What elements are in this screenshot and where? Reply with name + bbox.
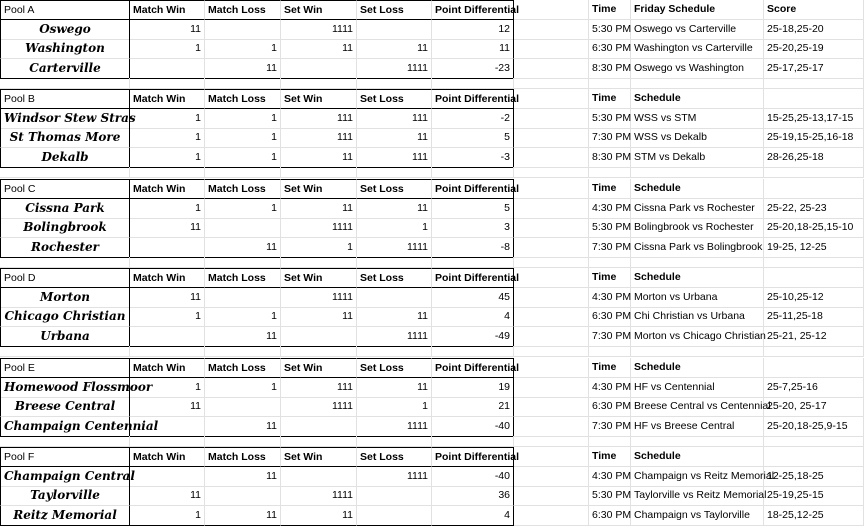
empty-cell[interactable]	[130, 167, 205, 178]
empty-cell[interactable]	[0, 167, 130, 178]
cell-set-win[interactable]	[281, 327, 357, 347]
empty-cell[interactable]	[764, 436, 864, 447]
game-time-cell[interactable]: 6:30 PM	[589, 307, 631, 327]
cell-set-loss[interactable]: 11	[357, 128, 432, 148]
empty-cell[interactable]	[281, 346, 357, 357]
header-time[interactable]: Time	[589, 447, 631, 467]
team-name-cell[interactable]: Cissna Park	[0, 199, 130, 219]
game-score-cell[interactable]: 25-20, 25-17	[764, 397, 864, 417]
cell-match-loss[interactable]: 11	[205, 327, 281, 347]
game-time-cell[interactable]: 6:30 PM	[589, 506, 631, 526]
cell-set-win[interactable]: 111	[281, 109, 357, 129]
cell-set-win[interactable]: 11	[281, 39, 357, 59]
team-name-cell[interactable]: Reitz Memorial	[0, 506, 130, 526]
empty-cell[interactable]	[514, 327, 589, 347]
empty-cell[interactable]	[281, 167, 357, 178]
empty-cell[interactable]	[281, 78, 357, 89]
team-name-cell[interactable]: Chicago Christian	[0, 307, 130, 327]
cell-point-diff[interactable]: -8	[432, 238, 514, 258]
game-time-cell[interactable]: 6:30 PM	[589, 39, 631, 59]
header-set-win[interactable]: Set Win	[281, 358, 357, 378]
game-matchup-cell[interactable]: Morton vs Urbana	[631, 288, 764, 308]
cell-point-diff[interactable]: 21	[432, 397, 514, 417]
header-set-loss[interactable]: Set Loss	[357, 89, 432, 109]
pool-name-cell[interactable]: Pool D	[0, 268, 130, 288]
header-schedule[interactable]: Schedule	[631, 358, 764, 378]
empty-cell[interactable]	[589, 346, 631, 357]
cell-set-loss[interactable]: 111	[357, 109, 432, 129]
empty-cell[interactable]	[514, 378, 589, 398]
game-score-cell[interactable]: 25-20,18-25,15-10	[764, 218, 864, 238]
empty-cell[interactable]	[514, 238, 589, 258]
game-time-cell[interactable]: 4:30 PM	[589, 378, 631, 398]
game-score-cell[interactable]: 18-25,12-25	[764, 506, 864, 526]
header-schedule[interactable]: Schedule	[631, 179, 764, 199]
cell-match-win[interactable]	[130, 59, 205, 79]
pool-name-cell[interactable]: Pool A	[0, 0, 130, 20]
header-match-win[interactable]: Match Win	[130, 179, 205, 199]
empty-cell[interactable]	[130, 78, 205, 89]
header-match-win[interactable]: Match Win	[130, 0, 205, 20]
empty-cell[interactable]	[764, 346, 864, 357]
cell-match-win[interactable]: 1	[130, 109, 205, 129]
cell-match-win[interactable]: 1	[130, 506, 205, 526]
empty-cell[interactable]	[357, 167, 432, 178]
header-set-loss[interactable]: Set Loss	[357, 179, 432, 199]
empty-cell[interactable]	[357, 436, 432, 447]
game-matchup-cell[interactable]: Morton vs Chicago Christian	[631, 327, 764, 347]
cell-set-win[interactable]: 111	[281, 128, 357, 148]
empty-cell[interactable]	[0, 78, 130, 89]
game-time-cell[interactable]: 4:30 PM	[589, 199, 631, 219]
header-match-win[interactable]: Match Win	[130, 358, 205, 378]
header-score[interactable]	[764, 268, 864, 288]
game-time-cell[interactable]: 5:30 PM	[589, 486, 631, 506]
empty-cell[interactable]	[281, 257, 357, 268]
pool-name-cell[interactable]: Pool E	[0, 358, 130, 378]
game-score-cell[interactable]: 28-26,25-18	[764, 148, 864, 168]
empty-cell[interactable]	[514, 167, 589, 178]
team-name-cell[interactable]: Morton	[0, 288, 130, 308]
header-set-win[interactable]: Set Win	[281, 179, 357, 199]
cell-match-win[interactable]: 1	[130, 378, 205, 398]
empty-cell[interactable]	[0, 436, 130, 447]
empty-cell[interactable]	[514, 199, 589, 219]
cell-set-loss[interactable]: 1111	[357, 238, 432, 258]
header-match-loss[interactable]: Match Loss	[205, 447, 281, 467]
team-name-cell[interactable]: Oswego	[0, 20, 130, 40]
empty-cell[interactable]	[631, 436, 764, 447]
cell-set-loss[interactable]: 1	[357, 218, 432, 238]
game-matchup-cell[interactable]: Chi Christian vs Urbana	[631, 307, 764, 327]
team-name-cell[interactable]: Washington	[0, 39, 130, 59]
cell-point-diff[interactable]: -49	[432, 327, 514, 347]
game-score-cell[interactable]: 25-20,18-25,9-15	[764, 417, 864, 437]
empty-cell[interactable]	[631, 346, 764, 357]
empty-cell[interactable]	[764, 167, 864, 178]
team-name-cell[interactable]: Breese Central	[0, 397, 130, 417]
empty-cell[interactable]	[514, 20, 589, 40]
empty-cell[interactable]	[205, 78, 281, 89]
cell-point-diff[interactable]: 19	[432, 378, 514, 398]
game-time-cell[interactable]: 8:30 PM	[589, 59, 631, 79]
header-score[interactable]	[764, 179, 864, 199]
game-score-cell[interactable]: 25-21, 25-12	[764, 327, 864, 347]
game-time-cell[interactable]: 4:30 PM	[589, 467, 631, 487]
header-match-loss[interactable]: Match Loss	[205, 0, 281, 20]
team-name-cell[interactable]: Carterville	[0, 59, 130, 79]
game-time-cell[interactable]: 7:30 PM	[589, 327, 631, 347]
game-time-cell[interactable]: 5:30 PM	[589, 109, 631, 129]
cell-set-win[interactable]: 11	[281, 199, 357, 219]
game-matchup-cell[interactable]: STM vs Dekalb	[631, 148, 764, 168]
empty-cell[interactable]	[514, 0, 589, 20]
empty-cell[interactable]	[205, 257, 281, 268]
header-match-loss[interactable]: Match Loss	[205, 268, 281, 288]
header-schedule[interactable]: Schedule	[631, 89, 764, 109]
empty-cell[interactable]	[631, 167, 764, 178]
empty-cell[interactable]	[205, 346, 281, 357]
cell-match-win[interactable]: 11	[130, 397, 205, 417]
empty-cell[interactable]	[514, 218, 589, 238]
cell-set-win[interactable]: 1111	[281, 397, 357, 417]
cell-set-win[interactable]	[281, 59, 357, 79]
empty-cell[interactable]	[589, 257, 631, 268]
header-point-diff[interactable]: Point Differential	[432, 447, 514, 467]
empty-cell[interactable]	[514, 128, 589, 148]
cell-set-loss[interactable]: 11	[357, 39, 432, 59]
empty-cell[interactable]	[514, 78, 589, 89]
empty-cell[interactable]	[514, 467, 589, 487]
cell-match-win[interactable]	[130, 467, 205, 487]
header-time[interactable]: Time	[589, 358, 631, 378]
cell-match-loss[interactable]: 11	[205, 506, 281, 526]
cell-match-win[interactable]: 1	[130, 199, 205, 219]
empty-cell[interactable]	[432, 167, 514, 178]
header-score[interactable]	[764, 447, 864, 467]
cell-set-loss[interactable]: 1111	[357, 417, 432, 437]
header-set-win[interactable]: Set Win	[281, 0, 357, 20]
cell-match-win[interactable]: 11	[130, 486, 205, 506]
empty-cell[interactable]	[514, 59, 589, 79]
empty-cell[interactable]	[0, 257, 130, 268]
header-set-loss[interactable]: Set Loss	[357, 358, 432, 378]
game-matchup-cell[interactable]: Cissna Park vs Rochester	[631, 199, 764, 219]
cell-set-loss[interactable]: 1111	[357, 327, 432, 347]
empty-cell[interactable]	[357, 78, 432, 89]
empty-cell[interactable]	[764, 78, 864, 89]
empty-cell[interactable]	[631, 257, 764, 268]
game-time-cell[interactable]: 7:30 PM	[589, 238, 631, 258]
empty-cell[interactable]	[514, 268, 589, 288]
header-score[interactable]	[764, 89, 864, 109]
cell-set-loss[interactable]: 11	[357, 307, 432, 327]
cell-match-loss[interactable]: 11	[205, 467, 281, 487]
cell-match-loss[interactable]: 11	[205, 417, 281, 437]
game-score-cell[interactable]: 25-22, 25-23	[764, 199, 864, 219]
empty-cell[interactable]	[432, 436, 514, 447]
cell-point-diff[interactable]: 45	[432, 288, 514, 308]
cell-set-loss[interactable]: 11	[357, 378, 432, 398]
game-score-cell[interactable]: 25-10,25-12	[764, 288, 864, 308]
empty-cell[interactable]	[281, 436, 357, 447]
team-name-cell[interactable]: Taylorville	[0, 486, 130, 506]
cell-match-win[interactable]: 1	[130, 148, 205, 168]
cell-match-win[interactable]	[130, 327, 205, 347]
empty-cell[interactable]	[589, 78, 631, 89]
cell-set-win[interactable]: 11	[281, 506, 357, 526]
empty-cell[interactable]	[130, 257, 205, 268]
cell-set-win[interactable]	[281, 467, 357, 487]
game-time-cell[interactable]: 8:30 PM	[589, 148, 631, 168]
empty-cell[interactable]	[432, 257, 514, 268]
header-set-loss[interactable]: Set Loss	[357, 268, 432, 288]
cell-set-win[interactable]: 11	[281, 148, 357, 168]
header-match-win[interactable]: Match Win	[130, 447, 205, 467]
team-name-cell[interactable]: Rochester	[0, 238, 130, 258]
cell-match-win[interactable]: 1	[130, 39, 205, 59]
header-match-loss[interactable]: Match Loss	[205, 358, 281, 378]
cell-set-win[interactable]: 1	[281, 238, 357, 258]
empty-cell[interactable]	[0, 346, 130, 357]
cell-match-loss[interactable]	[205, 218, 281, 238]
header-time[interactable]: Time	[589, 179, 631, 199]
empty-cell[interactable]	[514, 288, 589, 308]
cell-match-loss[interactable]: 1	[205, 378, 281, 398]
header-time[interactable]: Time	[589, 89, 631, 109]
team-name-cell[interactable]: St Thomas More	[0, 128, 130, 148]
cell-point-diff[interactable]: -40	[432, 467, 514, 487]
game-matchup-cell[interactable]: Breese Central vs Centennial	[631, 397, 764, 417]
cell-match-loss[interactable]	[205, 486, 281, 506]
team-name-cell[interactable]: Champaign Central	[0, 467, 130, 487]
game-score-cell[interactable]: 25-20,25-19	[764, 39, 864, 59]
game-matchup-cell[interactable]: Champaign vs Taylorville	[631, 506, 764, 526]
game-score-cell[interactable]: 25-7,25-16	[764, 378, 864, 398]
cell-match-loss[interactable]	[205, 397, 281, 417]
empty-cell[interactable]	[514, 89, 589, 109]
cell-match-loss[interactable]: 11	[205, 59, 281, 79]
cell-point-diff[interactable]: 5	[432, 128, 514, 148]
cell-match-win[interactable]	[130, 417, 205, 437]
cell-match-win[interactable]: 1	[130, 128, 205, 148]
empty-cell[interactable]	[589, 436, 631, 447]
cell-point-diff[interactable]: 11	[432, 39, 514, 59]
empty-cell[interactable]	[432, 78, 514, 89]
header-schedule[interactable]: Schedule	[631, 268, 764, 288]
header-match-loss[interactable]: Match Loss	[205, 89, 281, 109]
header-score[interactable]: Score	[764, 0, 864, 20]
cell-match-win[interactable]: 11	[130, 20, 205, 40]
game-matchup-cell[interactable]: WSS vs STM	[631, 109, 764, 129]
empty-cell[interactable]	[514, 447, 589, 467]
empty-cell[interactable]	[357, 346, 432, 357]
empty-cell[interactable]	[514, 148, 589, 168]
empty-cell[interactable]	[514, 417, 589, 437]
cell-set-loss[interactable]	[357, 486, 432, 506]
empty-cell[interactable]	[514, 346, 589, 357]
empty-cell[interactable]	[514, 39, 589, 59]
empty-cell[interactable]	[631, 78, 764, 89]
game-matchup-cell[interactable]: Champaign vs Reitz Memorial	[631, 467, 764, 487]
game-matchup-cell[interactable]: Oswego vs Carterville	[631, 20, 764, 40]
game-matchup-cell[interactable]: Bolingbrook vs Rochester	[631, 218, 764, 238]
team-name-cell[interactable]: Homewood Flossmoor	[0, 378, 130, 398]
cell-point-diff[interactable]: 5	[432, 199, 514, 219]
game-matchup-cell[interactable]: HF vs Breese Central	[631, 417, 764, 437]
cell-match-loss[interactable]: 11	[205, 238, 281, 258]
empty-cell[interactable]	[514, 397, 589, 417]
header-set-win[interactable]: Set Win	[281, 447, 357, 467]
game-score-cell[interactable]: 15-25,25-13,17-15	[764, 109, 864, 129]
cell-set-loss[interactable]: 11	[357, 199, 432, 219]
header-time[interactable]: Time	[589, 268, 631, 288]
empty-cell[interactable]	[514, 358, 589, 378]
cell-match-loss[interactable]: 1	[205, 148, 281, 168]
cell-match-win[interactable]: 11	[130, 288, 205, 308]
empty-cell[interactable]	[130, 346, 205, 357]
game-time-cell[interactable]: 5:30 PM	[589, 218, 631, 238]
header-point-diff[interactable]: Point Differential	[432, 179, 514, 199]
game-score-cell[interactable]: 25-11,25-18	[764, 307, 864, 327]
game-score-cell[interactable]: 25-17,25-17	[764, 59, 864, 79]
team-name-cell[interactable]: Champaign Centennial	[0, 417, 130, 437]
game-matchup-cell[interactable]: Taylorville vs Reitz Memorial	[631, 486, 764, 506]
header-set-win[interactable]: Set Win	[281, 268, 357, 288]
empty-cell[interactable]	[514, 436, 589, 447]
cell-set-win[interactable]: 11	[281, 307, 357, 327]
game-time-cell[interactable]: 5:30 PM	[589, 20, 631, 40]
empty-cell[interactable]	[205, 167, 281, 178]
cell-point-diff[interactable]: 4	[432, 307, 514, 327]
header-set-loss[interactable]: Set Loss	[357, 447, 432, 467]
header-point-diff[interactable]: Point Differential	[432, 358, 514, 378]
cell-match-loss[interactable]: 1	[205, 109, 281, 129]
cell-match-loss[interactable]	[205, 20, 281, 40]
header-point-diff[interactable]: Point Differential	[432, 268, 514, 288]
game-time-cell[interactable]: 4:30 PM	[589, 288, 631, 308]
cell-point-diff[interactable]: -3	[432, 148, 514, 168]
team-name-cell[interactable]: Windsor Stew Stras	[0, 109, 130, 129]
cell-set-loss[interactable]	[357, 20, 432, 40]
empty-cell[interactable]	[589, 167, 631, 178]
header-set-win[interactable]: Set Win	[281, 89, 357, 109]
cell-point-diff[interactable]: 4	[432, 506, 514, 526]
cell-match-win[interactable]: 11	[130, 218, 205, 238]
game-score-cell[interactable]: 25-18,25-20	[764, 20, 864, 40]
empty-cell[interactable]	[130, 436, 205, 447]
game-matchup-cell[interactable]: WSS vs Dekalb	[631, 128, 764, 148]
header-schedule[interactable]: Schedule	[631, 447, 764, 467]
cell-set-loss[interactable]: 1111	[357, 59, 432, 79]
empty-cell[interactable]	[514, 486, 589, 506]
cell-set-loss[interactable]: 111	[357, 148, 432, 168]
header-time[interactable]: Time	[589, 0, 631, 20]
game-matchup-cell[interactable]: Oswego vs Washington	[631, 59, 764, 79]
game-matchup-cell[interactable]: Washington vs Carterville	[631, 39, 764, 59]
empty-cell[interactable]	[514, 506, 589, 526]
empty-cell[interactable]	[205, 436, 281, 447]
cell-point-diff[interactable]: 36	[432, 486, 514, 506]
empty-cell[interactable]	[764, 257, 864, 268]
game-time-cell[interactable]: 7:30 PM	[589, 417, 631, 437]
game-score-cell[interactable]: 19-25, 12-25	[764, 238, 864, 258]
cell-set-win[interactable]: 1111	[281, 218, 357, 238]
game-score-cell[interactable]: 25-19,15-25,16-18	[764, 128, 864, 148]
pool-name-cell[interactable]: Pool C	[0, 179, 130, 199]
cell-point-diff[interactable]: -40	[432, 417, 514, 437]
empty-cell[interactable]	[357, 257, 432, 268]
cell-match-win[interactable]: 1	[130, 307, 205, 327]
cell-match-loss[interactable]	[205, 288, 281, 308]
game-matchup-cell[interactable]: Cissna Park vs Bolingbrook	[631, 238, 764, 258]
cell-match-loss[interactable]: 1	[205, 128, 281, 148]
cell-set-loss[interactable]	[357, 506, 432, 526]
header-match-win[interactable]: Match Win	[130, 268, 205, 288]
cell-set-win[interactable]: 111	[281, 378, 357, 398]
game-score-cell[interactable]: 12-25,18-25	[764, 467, 864, 487]
cell-set-win[interactable]: 1111	[281, 20, 357, 40]
cell-point-diff[interactable]: -23	[432, 59, 514, 79]
cell-set-loss[interactable]: 1111	[357, 467, 432, 487]
cell-match-win[interactable]	[130, 238, 205, 258]
header-match-win[interactable]: Match Win	[130, 89, 205, 109]
cell-point-diff[interactable]: -2	[432, 109, 514, 129]
pool-name-cell[interactable]: Pool F	[0, 447, 130, 467]
empty-cell[interactable]	[432, 346, 514, 357]
cell-set-loss[interactable]: 1	[357, 397, 432, 417]
team-name-cell[interactable]: Urbana	[0, 327, 130, 347]
game-time-cell[interactable]: 7:30 PM	[589, 128, 631, 148]
pool-name-cell[interactable]: Pool B	[0, 89, 130, 109]
header-match-loss[interactable]: Match Loss	[205, 179, 281, 199]
header-point-diff[interactable]: Point Differential	[432, 0, 514, 20]
cell-set-win[interactable]: 1111	[281, 288, 357, 308]
cell-set-win[interactable]: 1111	[281, 486, 357, 506]
header-point-diff[interactable]: Point Differential	[432, 89, 514, 109]
game-matchup-cell[interactable]: HF vs Centennial	[631, 378, 764, 398]
cell-match-loss[interactable]: 1	[205, 307, 281, 327]
cell-match-loss[interactable]: 1	[205, 199, 281, 219]
empty-cell[interactable]	[514, 179, 589, 199]
team-name-cell[interactable]: Bolingbrook	[0, 218, 130, 238]
empty-cell[interactable]	[514, 109, 589, 129]
header-score[interactable]	[764, 358, 864, 378]
header-schedule[interactable]: Friday Schedule	[631, 0, 764, 20]
empty-cell[interactable]	[514, 307, 589, 327]
cell-set-win[interactable]	[281, 417, 357, 437]
game-score-cell[interactable]: 25-19,25-15	[764, 486, 864, 506]
game-time-cell[interactable]: 6:30 PM	[589, 397, 631, 417]
team-name-cell[interactable]: Dekalb	[0, 148, 130, 168]
cell-set-loss[interactable]	[357, 288, 432, 308]
empty-cell[interactable]	[514, 257, 589, 268]
cell-match-loss[interactable]: 1	[205, 39, 281, 59]
header-set-loss[interactable]: Set Loss	[357, 0, 432, 20]
cell-point-diff[interactable]: 12	[432, 20, 514, 40]
cell-point-diff[interactable]: 3	[432, 218, 514, 238]
